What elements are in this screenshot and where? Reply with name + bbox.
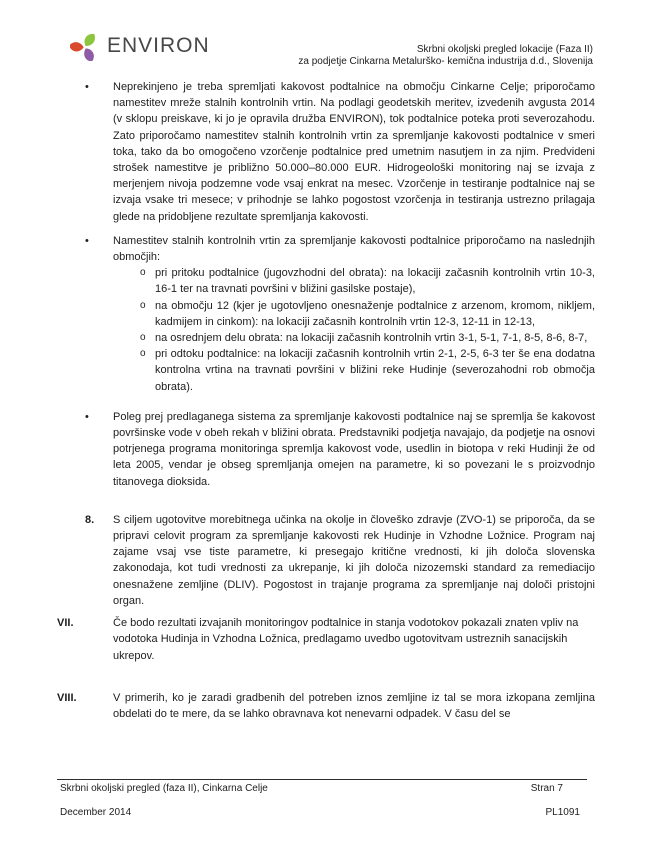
circle-bullet-icon: o — [140, 332, 146, 344]
sub-bullet-item-1 — [140, 265, 595, 297]
sub-bullet-item-3-text: na osrednjem delu obrata: na lokaciji začasnih kontrolnih vrtin 3-1, 5-1, 7-1, 8-5, 8-6, 8-7, — [155, 332, 588, 345]
environ-logo-wordmark: ENVIRON — [107, 34, 210, 57]
sub-bullet-item-4 — [140, 346, 595, 395]
document-header-title — [298, 44, 593, 68]
bullet-item-3-text: Poleg prej predlaganega sistema za spremljanje kakovosti podtalnice naj se spremlja še kakovost površinske vode v obeh rekah v bližini obrata. Predstavniki podjetja navajajo, da podjetje na osnovi potrjenega programa monitoringa spremlja kakovost vode, usedlin in biotopa v reki Hudinji že od leta 2005, vendar je obseg spremljanja omejen na parametre, ki so povezani le s proizvodnjo titanovega dioksida. — [113, 410, 595, 488]
roman-numeral-label: VII. — [57, 617, 74, 630]
item-number-label: 8. — [85, 513, 95, 526]
footer-page-number: Stran 7 — [530, 783, 563, 794]
sub-bullet-item-2 — [140, 298, 595, 330]
bullet-item-2-text: Namestitev stalnih kontrolnih vrtin za spremljanje kakovosti podtalnice priporočamo na naslednjih območjih: — [113, 234, 595, 264]
numbered-item-8-text: S ciljem ugotovitve morebitnega učinka na okolje in človeško zdravje (ZVO-1) se priporoča, da se pripravi celovit program za spremljanje kakovosti rek Hudinje in Vzhodne Ložnice. Program naj zajame vsaj vse tiste parametre, ki presegajo kritične vrednosti, ki jih določa slovenska zakonodaja, kot tudi vrednosti za ukrepanje, ki jih določa nizozemski standard za remediacijo onesnažene zemljine (DLIV). Pogostost in trajanje programa za spremljanje naj določi pristojni organ. — [113, 513, 595, 607]
environ-logo — [70, 31, 210, 61]
bullet-item-1 — [85, 79, 595, 225]
header-title-line1: Skrbni okoljski pregled lokacije (Faza II) — [416, 44, 593, 55]
bullet-item-1-text: Neprekinjeno je treba spremljati kakovost podtalnice na območju Cinkarne Celje; priporočamo namestitev mreže stalnih kontrolnih vrtin. Na podlagi geodetskih meritev, izvedenih avgusta 2014 (v sklopu preiskave, ki jo je opravila družba ENVIRON), tok podtalnice poteka proti severozahodu. Zato priporočamo namestitev stalnih kontrolnih vrtin za spremljanje kakovosti podtalnice v smeri toka, tako da bo omogočeno vzorčenje podtalnice pred umetnim nasutjem in za njim. Predvideni strošek namestitve je približno 50.000–80.000 EUR. Hidrogeološki monitoring naj se izvaja z merjenjem nivoja podzemne vode vsaj enkrat na mesec. Vzorčenje in testiranje podtalnice naj se izvaja vsake tri mesece; v prihodnje se lahko pogostost vzorčenja in testiranja ustrezno prilagaja glede na pridobljene rezultate spremljanja kakovosti. — [113, 81, 595, 223]
roman-section-vii — [57, 615, 595, 664]
circle-bullet-icon: o — [140, 299, 146, 311]
bullet-icon: • — [85, 410, 89, 423]
roman-section-viii-text: V primerih, ko je zaradi gradbenih del potreben iznos zemljine iz tal se mora izkopana zemljina obdelati do te mere, da se lahko obravnava kot nenevarni odpadek. V času del se — [113, 691, 595, 720]
numbered-item-8 — [85, 512, 595, 609]
circle-bullet-icon: o — [140, 348, 146, 360]
document-body — [57, 79, 595, 722]
circle-bullet-icon: o — [140, 267, 146, 279]
sub-bullet-item-1-text: pri pritoku podtalnice (jugovzhodni del obrata): na lokaciji začasnih kontrolnih vrtin 10-3, 16-1 ter na travnati površini v bližini gasilske postaje), — [155, 267, 595, 296]
bullet-item-2 — [85, 233, 595, 265]
header-title-line2: za podjetje Cinkarna Metalurško- kemična industrija d.d., Slovenija — [298, 56, 593, 67]
bullet-icon: • — [85, 234, 89, 247]
footer-divider — [57, 779, 587, 780]
environ-pinwheel-icon — [70, 31, 100, 61]
roman-numeral-label: VIII. — [57, 691, 77, 704]
sub-bullet-item-3 — [140, 330, 595, 346]
sub-bullet-item-2-text: na območju 12 (kjer je ugotovljeno onesnaženje podtalnice z arzenom, kromom, nikljem, kadmijem in cinkom): na lokaciji začasnih kontrolnih vrtin 12-3, 12-11 in 12-13, — [155, 299, 595, 328]
footer-doc-ref: Skrbni okoljski pregled (faza II), Cinkarna Celje — [60, 783, 268, 794]
roman-section-viii — [57, 690, 595, 722]
bullet-item-3 — [85, 409, 595, 490]
bullet-icon: • — [85, 81, 89, 93]
footer-date: December 2014 — [60, 807, 132, 818]
sub-bullet-item-4-text: pri odtoku podtalnice: na lokaciji začasnih kontrolnih vrtin 2-1, 2-5, 6-3 ter še ena dodatna kontrolna vrtina na travnati površini v bližini reke Hudinje (severozahodni rob območja obrata). — [155, 348, 595, 393]
roman-section-vii-text: Če bodo rezultati izvajanih monitoringov podtalnice in stanja vodotokov pokazali znaten vpliv na vodotoka Hudinja in Vzhodna Ložnica, predlagamo uvedbo ugotovitvam ustreznih sanacijskih ukrepov. — [113, 617, 579, 662]
footer-project-code: PL1091 — [545, 807, 580, 818]
